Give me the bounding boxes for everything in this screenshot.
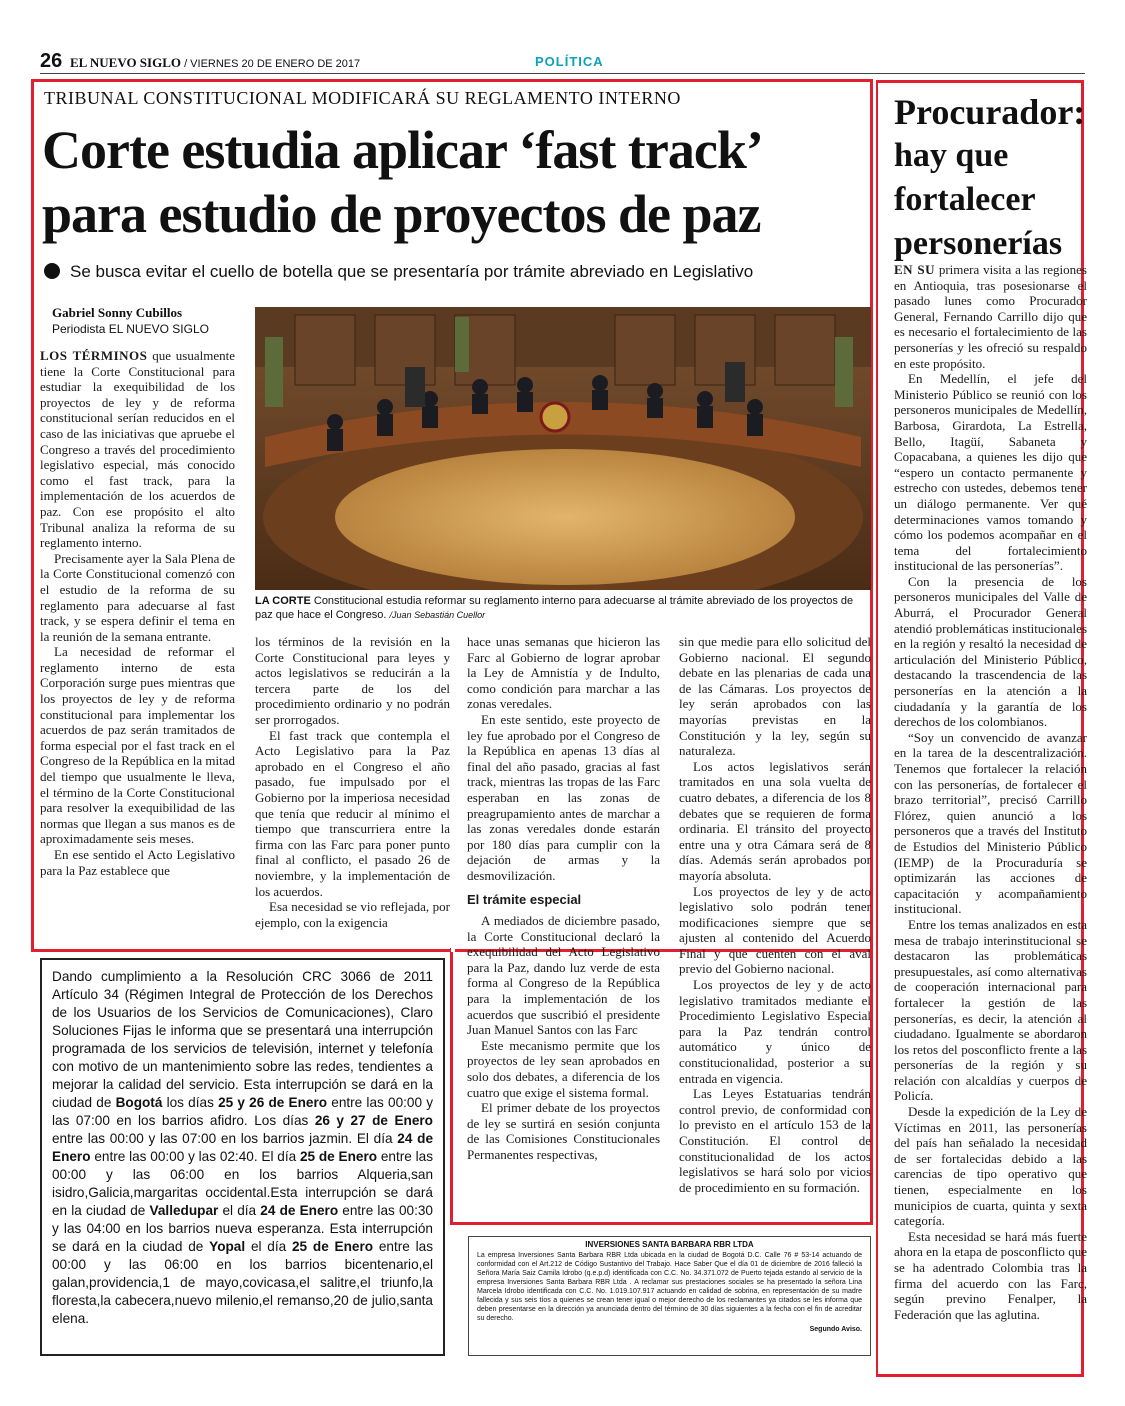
article-paragraph: En Medellín, el jefe del Ministerio Público se reunió con los personeros municipales de Medellín, Barbosa, Girardota, La Estrella, Bello, Itagüí, Sabaneta y Copacabana, a quienes les dijo que “espero un contacto permanente y estrecho con ustedes, debemos tener un diálogo permanente. Ver qué determinaciones vamos tomando y cómo los podemos acompañar en el tema del fortalecimiento institucional de las personerías”. bbox=[894, 371, 1087, 574]
side-article-body bbox=[894, 262, 1087, 1322]
deck-text: Se busca evitar el cuello de botella que se presentaría por trámite abreviado en Legislativo bbox=[70, 262, 754, 281]
headline-line-1: Corte estudia aplicar ‘fast track’ bbox=[42, 120, 763, 180]
article-column-4 bbox=[679, 634, 871, 1195]
deck bbox=[44, 262, 753, 282]
article-paragraph: Con la presencia de los personeros municipales del Valle de Aburrá, el Procurador General atendió problemáticas institucionales en la región y resaltó la necesidad de articulación del Ministerio Público, destacando la trascendencia de las personerías en la atención a la ciudadanía y la garantía de los derechos de los colombianos. bbox=[894, 573, 1087, 730]
article-paragraph: Esa necesidad se vio reflejada, por ejemplo, con la exigencia bbox=[255, 899, 450, 930]
court-chamber-image bbox=[255, 307, 871, 590]
subheading: El trámite especial bbox=[467, 891, 582, 907]
article-paragraph: sin que medie para ello solicitud del Gobierno nacional. El segundo debate en las plenarias de cada una de las Cámaras. Los proyectos de ley serán aprobados con las mayorías previstas en la Constitución y la ley, según su naturaleza. bbox=[679, 634, 871, 759]
caption-text: Constitucional estudia reformar su reglamento interno para adecuarse al trámite abreviado de los proyectos de paz que hace el Congreso. bbox=[255, 595, 854, 621]
article-paragraph: Las Leyes Estatuarias tendrán control previo, de conformidad con lo previsto en el artículo 153 de la Constitución. El control de constitucionalidad de los actos legislativos se hará solo por vicios de procedimiento en su formación. bbox=[679, 1086, 871, 1195]
page-header bbox=[40, 50, 1085, 74]
notice-body: La empresa Inversiones Santa Barbara RBR Ltda ubicada en la ciudad de Bogotá D.C. Calle 76 # 53-14 actuando de conformidad con el Art.212 de Código Sustantivo del Trabajo. Hace Saber Que el día 01 de diciembre de 2016 falleció la Señora María Saiz Camila Idrobo (q.e.p.d) identificada con C.C. No. 34.371.072 de Puerto tejada estando al servicio de la empresa Inversiones Santa Barbara RBR Ltda . A reclamar sus prestaciones sociales se ha presentado la señora Lina Marcela Idrobo identificada con C.C. No. 1.019.107.917 actuando en calidad de sobrina, en representación de su madre fallecida y sus seis tíos a quienes se crean tener igual o mejor derecho de los reclamantes ya citados se les informa que deben presentarse en la dirección ya anunciada dentro del término de 30 días siguientes a la fecha con el fin de acreditar su derecho. bbox=[477, 1252, 862, 1322]
kicker: TRIBUNAL CONSTITUCIONAL MODIFICARÁ SU REGLAMENTO INTERNO bbox=[44, 88, 681, 108]
article-paragraph: hace unas semanas que hicieron las Farc al Gobierno de lograr aprobar la Ley de Amnistía y de Indulto, como condición para marchar a las zonas veredales. bbox=[467, 634, 660, 712]
headline-line-2: para estudio de proyectos de paz bbox=[42, 184, 761, 244]
article-paragraph: LOS TÉRMINOS que usualmente tiene la Corte Constitucional para estudiar la exequibilidad de los proyectos de ley y de reforma constitucional serían reducidos en el caso de las iniciativas que apruebe el Congreso a través del procedimiento legislativo especial, más conocido como el fast track, para la implementación de los acuerdos de paz. Con ese propósito el alto Tribunal analiza la reforma de su reglamento interno. bbox=[40, 348, 235, 551]
article-paragraph: El primer debate de los proyectos de ley se surtirá en sesión conjunta de las Comisiones Constitucionales Permanentes respectivas, bbox=[467, 1100, 660, 1162]
article-paragraph: La necesidad de reformar el reglamento interno de esta Corporación surge pues mientras que los proyectos de ley y de reforma constitucional para implementar los acuerdos de paz serán tramitados de forma especial por el fast track en el Congreso de la República en la mitad del tiempo que usualmente le lleva, el término de la Corte Constitucional para resolver la exequibilidad de las normas que llegan a sus manos es de aproximadamente seis meses. bbox=[40, 644, 235, 847]
article-column-2 bbox=[255, 634, 450, 930]
photo-caption bbox=[255, 594, 871, 622]
byline bbox=[52, 305, 209, 337]
publication-date: / VIERNES 20 DE ENERO DE 2017 bbox=[184, 58, 361, 70]
article-paragraph: Esta necesidad se hará más fuerte ahora en la etapa de posconflicto que se ha adentrado Colombia tras la firma del acuerdo con las Farc, según previno Fenalper, la Federación que las aglutina. bbox=[894, 1228, 1087, 1322]
notice-title: INVERSIONES SANTA BARBARA RBR LTDA bbox=[585, 1240, 754, 1249]
article-paragraph: EN SU primera visita a las regiones en Antioquia, tras posesionarse el pasado lunes como Procurador General, Fernando Carrillo dijo que es necesario el fortalecimiento de las personerías y les ofreció su respaldo en este propósito. bbox=[894, 262, 1087, 371]
lead-in: LOS TÉRMINOS bbox=[40, 348, 148, 363]
article-paragraph: Precisamente ayer la Sala Plena de la Corte Constitucional comenzó con el estudio de la reforma de su reglamento para adecuarse al fast track, y se espera definir el tema en la reunión de la semana entrante. bbox=[40, 550, 235, 644]
article-paragraph: A mediados de diciembre pasado, la Corte Constitucional declaró la exequibilidad del Acto Legislativo para la Paz, dando luz verde de esta forma al Congreso de la República para la implementación de los acuerdos que suscribió el presidente Juan Manuel Santos con las Farc bbox=[467, 913, 660, 1038]
article-paragraph: Los proyectos de ley y de acto legislativo solo podrán tener modificaciones siempre que se ajusten al contenido del Acuerdo Final y que cuenten con el aval previo del Gobierno nacional. bbox=[679, 883, 871, 977]
article-column-1 bbox=[40, 348, 235, 878]
author-name: Gabriel Sonny Cubillos bbox=[52, 305, 183, 320]
bullet-icon bbox=[44, 263, 60, 279]
headline bbox=[42, 118, 872, 246]
court-photo bbox=[255, 307, 871, 590]
side-headline: Procurador: hay que fortalecer personerías bbox=[894, 92, 1086, 262]
highlight-joint bbox=[451, 948, 455, 952]
article-paragraph: Los actos legislativos serán tramitados en una sola vuelta de cuatro debates, a diferencia de los 8 debates que se requieren de forma ordinaria. El tránsito del proyecto entre una y otra Cámara será de 8 días. Además serán aprobados por mayoría absoluta. bbox=[679, 758, 871, 883]
photo-credit: /Juan Sebastián Cuellor bbox=[389, 610, 486, 620]
author-role: Periodista EL NUEVO SIGLO bbox=[52, 322, 209, 336]
publication-name: EL NUEVO SIGLO bbox=[70, 55, 181, 70]
article-paragraph: Los proyectos de ley y de acto legislativo tramitados mediante el Procedimiento Legislativo Especial para la Paz tendrán control automático y único de constitucionalidad, posterior a su entrada en vigencia. bbox=[679, 977, 871, 1086]
article-paragraph: En ese sentido el Acto Legislativo para la Paz establece que bbox=[40, 847, 235, 878]
article-paragraph: los términos de la revisión en la Corte Constitucional para leyes y actos legislativos se reducirán a la tercera parte de los del procedimiento ordinario y no podrán ser prorrogados. bbox=[255, 634, 450, 727]
article-column-3 bbox=[467, 634, 660, 1163]
article-paragraph: Este mecanismo permite que los proyectos de ley sean aprobados en solo dos debates, a diferencia de los cuatro que exige el sistema formal. bbox=[467, 1037, 660, 1100]
article-paragraph: Desde la expedición de la Ley de Víctimas en 2011, las personerías del país han señalado la necesidad de ser fortalecidas debido a las carencias de tipo operativo que tienen, especialmente en los municipios de cuarta, quinta y sexta categoría. bbox=[894, 1104, 1087, 1229]
notice-signature: Segundo Aviso. bbox=[809, 1326, 862, 1333]
service-notice-ad: Dando cumplimiento a la Resolución CRC 3066 de 2011 Artículo 34 (Régimen Integral de Protección de los Derechos de los Usuarios de los Servicios de Comunicaciones), Claro Soluciones Fijas le informa que se presentará una interrupción programada de los servicios de televisión, internet y telefonía con motivo de un mantenimiento sobre las redes, tendientes a mejorar la calidad del servicio. Esta interrupción se dará en la ciudad de Bogotá los días 25 y 26 de Enero entre las 00:00 y las 07:00 en los barrios afidro. Los días 26 y 27 de Enero entre las 00:00 y las 07:00 en los barrios jazmin. El día 24 de Enero entre las 00:00 y las 02:40. El día 25 de Enero entre las 00:00 y las 06:00 en los barrios Alqueria,san isidro,Galicia,margaritas occidental.Esta interrupción se dará en la ciudad de Valledupar el día 24 de Enero entre las 00:30 y las 04:00 en los barrios nueva esperanza. Esta interrupción se dará en la ciudad de Yopal el día 25 de Enero entre las 00:00 y las 06:00 en los barrios bicentenario,el galan,providencia,1 de mayo,covicasa,el salitre,el triunfo,la floresta,la cabecera,nuevo milenio,el remanso,20 de julio,santa elena. bbox=[40, 958, 445, 1356]
page-number: 26 bbox=[40, 50, 63, 72]
caption-lead: LA CORTE bbox=[255, 595, 311, 607]
article-paragraph: El fast track que contempla el Acto Legislativo para la Paz aprobado en el Congreso el año pasado, fue impulsado por el Gobierno por la imperiosa necesidad que tenía que reducir al mínimo el tiempo que transcurriera entre la firma con las Farc para poner punto final al conflicto, el pasado 26 de noviembre, y la implementación de los acuerdos. bbox=[255, 727, 450, 899]
lead-in: EN SU bbox=[894, 262, 936, 277]
article-paragraph: En este sentido, este proyecto de ley fue aprobado por el Congreso de la República en apenas 13 días al final del año pasado, gracias al fast track, mientras las tropas de las Farc esperaban en las zonas de preagrupamiento antes de marchar a las zonas veredales donde estarán por 180 días para cumplir con la dejación de armas y la desmovilización. bbox=[467, 711, 660, 883]
article-paragraph: “Soy un convencido de avanzar en la tarea de la descentralización. Tenemos que fortalecer la relación con las personerías, de fortalecer el brazo territorial”, precisó Carrillo Flórez, quien anunció a los personeros que a través del Instituto de Estudios del Ministerio Público (IEMP) de la Procuraduría se optimizarán las acciones de capacitación y acompañamiento institucional. bbox=[894, 729, 1087, 917]
section-label: POLÍTICA bbox=[535, 54, 604, 69]
legal-notice bbox=[468, 1236, 871, 1356]
article-paragraph: Entre los temas analizados en esta mesa de trabajo interinstitucional se destacaron las problemáticas presupuestales, así como alternativas de cooperación internacional para fortalecer la gestión de las personerías, es decir, la atención al ciudadano. Igualmente se abordaron los retos del posconflicto frente a las personerías de la región y su relación con alcaldías y cuerpos de Policía. bbox=[894, 916, 1087, 1104]
publication-line bbox=[70, 55, 360, 71]
